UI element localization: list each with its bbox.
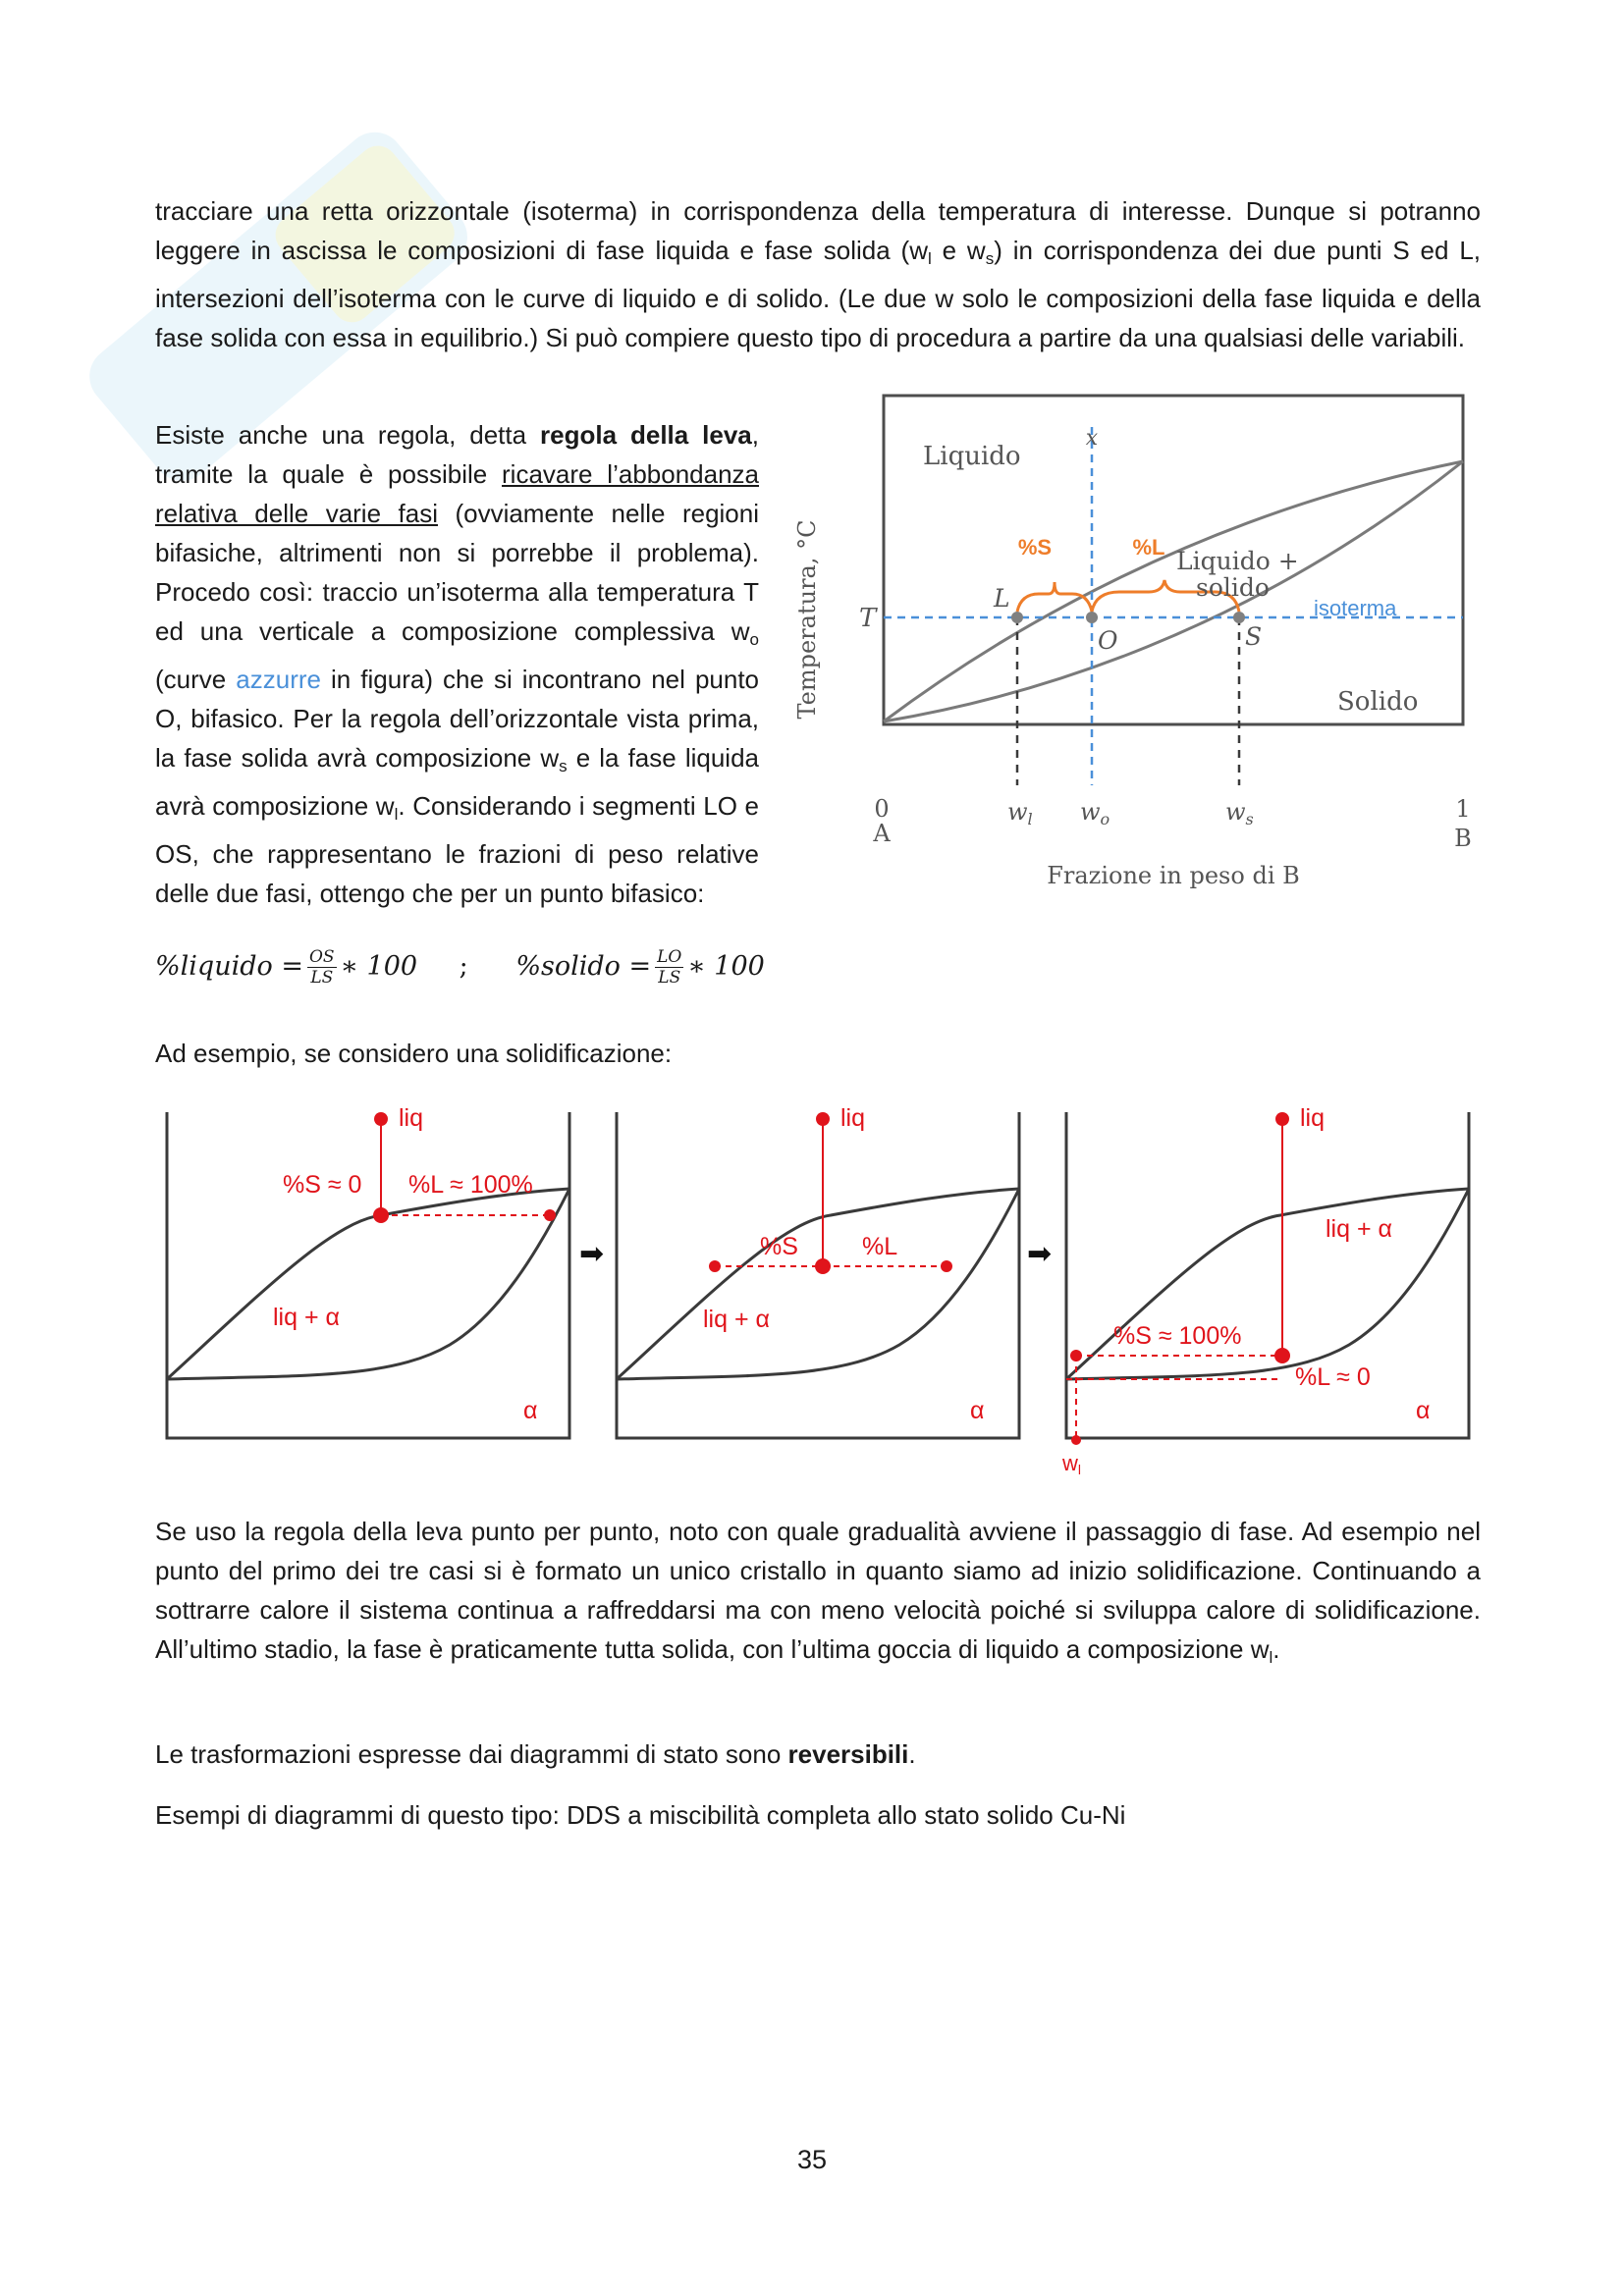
arrow-1: ➡: [579, 1238, 605, 1270]
reversible-paragraph: Le trasformazioni espresse dai diagrammi di stato sono reversibili.: [155, 1739, 916, 1769]
tick-B: B: [1454, 825, 1472, 852]
tick-A: A: [873, 820, 891, 847]
solidification-panels: [155, 1095, 1481, 1487]
svg-text:liq: liq: [399, 1104, 424, 1132]
svg-text:liq + α: liq + α: [1326, 1215, 1392, 1243]
example-intro: Ad esempio, se considero una solidificazione:: [155, 1039, 673, 1068]
svg-text:%L: %L: [862, 1233, 898, 1260]
phase-diagram: [785, 388, 1502, 918]
pctS-label: %S: [1017, 535, 1053, 560]
point-O: [1086, 612, 1098, 623]
svg-text:liq: liq: [1300, 1104, 1326, 1132]
page-number: 35: [796, 2145, 828, 2174]
svg-text:%L ≈ 100%: %L ≈ 100%: [408, 1171, 533, 1199]
lever-rule-paragraph: Esiste anche una regola, detta regola della leva, tramite la quale è possibile ricavare l’abbondanza relativa delle varie fasi (ovviamente nelle regioni bifasiche, altrimenti non si porrebbe il problema). Procedo così: traccio un’isoterma alla temperatura T ed una verticale a composizione complessiva $w_o$ (curve azzurre in figura) che si incontrano nel punto O, bifasico. Per la regola dell’orizzontale vista prima, la fase solida avrà composizione $w_s$ e la fase liquida avrà composizione $w_l$. Considerando i segmenti LO e OS, che rappresentano le frazioni di peso relative delle due fasi, ottengo che per un punto bifasico:: [155, 420, 760, 908]
region-liquido: Liquido: [923, 442, 1021, 471]
svg-text:α: α: [523, 1397, 538, 1424]
arrow-2: ➡: [1027, 1238, 1053, 1270]
region-liquido-solido-2: solido: [1196, 573, 1270, 602]
y-axis-label: Temperatura, °C: [793, 519, 821, 720]
isoterma-label: isoterma: [1314, 596, 1397, 620]
point-L: [1011, 612, 1023, 623]
svg-text:%L ≈ 0: %L ≈ 0: [1295, 1363, 1371, 1391]
panel-2: [617, 1104, 1019, 1438]
tick-1: 1: [1455, 795, 1471, 823]
svg-text:liq + α: liq + α: [703, 1306, 770, 1333]
tick-0: 0: [874, 795, 890, 823]
tick-wl: $w_l$: [1007, 798, 1033, 828]
svg-text:α: α: [970, 1397, 985, 1424]
panel-1: [167, 1104, 569, 1438]
label-L: L: [994, 584, 1010, 613]
intro-paragraph: tracciare una retta orizzontale (isoterma) in corrispondenza della temperatura di interesse. Dunque si potranno leggere in ascissa le composizioni di fase liquida e fase solida ($w_l$ e $w_s$) in corrispondenza dei due punti S ed L, intersezioni dell’isoterma con le curve di liquido e di solido. (Le due w solo le composizioni della fase liquida e della fase solida con essa in equilibrio.) Si può compiere questo tipo di procedura a partire da una qualsiasi delle variabili.: [155, 196, 1481, 352]
svg-text:%S ≈ 100%: %S ≈ 100%: [1113, 1322, 1242, 1350]
svg-text:liq: liq: [840, 1104, 866, 1132]
label-S: S: [1245, 622, 1263, 651]
svg-text:liq + α: liq + α: [273, 1304, 340, 1331]
explanation-paragraph: Se uso la regola della leva punto per punto, noto con quale gradualità avviene il passaggio di fase. Ad esempio nel punto del primo dei tre casi si è formato un unico cristallo in quanto siamo ad inizio solidificazione. Continuando a sottrarre calore il sistema continua a raffreddarsi ma con meno velocità poiché si sviluppa calore di solidificazione. All’ultimo stadio, la fase è praticamente tutta solida, con l’ultima goccia di liquido a composizione $w_l$.: [155, 1517, 1481, 1667]
label-T: T: [859, 604, 877, 633]
svg-text:wl: wl: [1062, 1451, 1082, 1477]
svg-text:%S: %S: [760, 1233, 798, 1260]
examples-paragraph: Esempi di diagrammi di questo tipo: DDS a miscibilità completa allo stato solido Cu-Ni: [155, 1800, 1126, 1830]
point-S: [1233, 612, 1245, 623]
label-x: x: [1085, 426, 1099, 451]
panel-3: [1061, 1104, 1469, 1477]
x-axis-label: Frazione in peso di B: [1047, 862, 1300, 889]
region-liquido-solido-1: Liquido +: [1176, 547, 1299, 575]
pctL-label: %L: [1132, 535, 1165, 560]
tick-wo: $w_o$: [1080, 798, 1110, 828]
region-solido: Solido: [1337, 687, 1419, 717]
tick-ws: $w_s$: [1225, 798, 1254, 828]
svg-text:α: α: [1416, 1397, 1431, 1424]
lever-formula: %liquido = $\frac{OS}{LS}$ ∗ 100 ; %solido = $\frac{LO}{LS}$ ∗ 100: [155, 947, 765, 988]
label-O: O: [1098, 626, 1118, 655]
svg-text:%S ≈ 0: %S ≈ 0: [283, 1171, 362, 1199]
